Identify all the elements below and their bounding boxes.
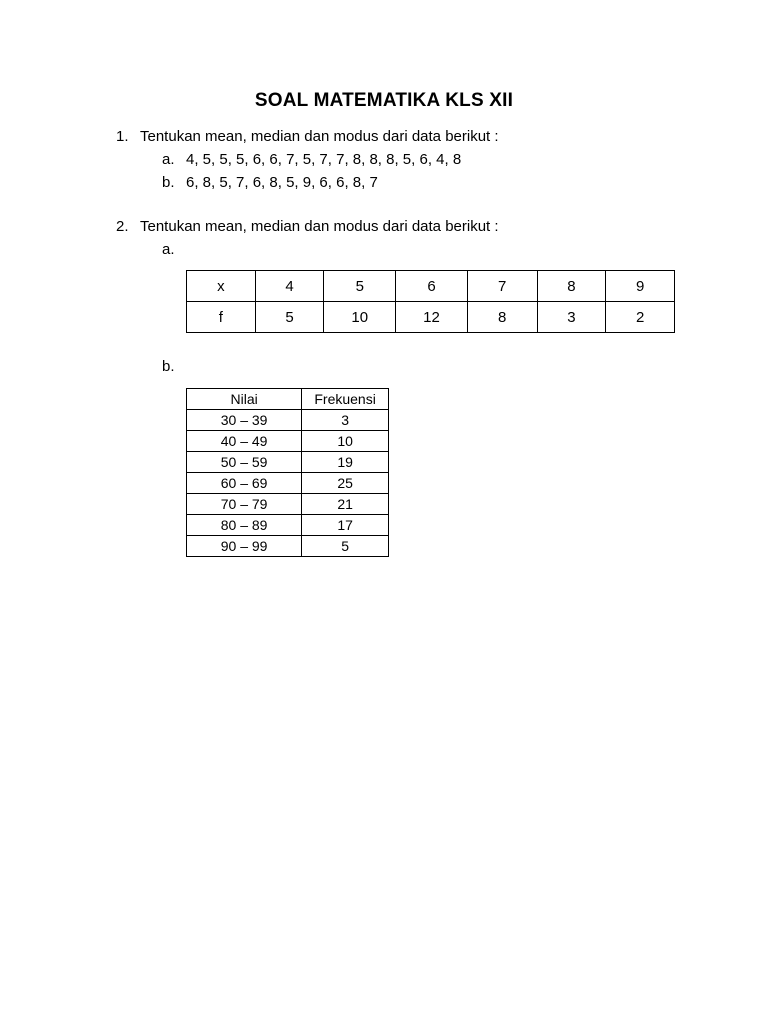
frequency-table-b — [186, 388, 389, 557]
table-cell: 30 – 39 — [187, 410, 302, 431]
table-cell: 3 — [537, 302, 606, 333]
table-cell: 2 — [606, 302, 675, 333]
table-row — [187, 494, 389, 515]
table-cell: 6 — [396, 271, 468, 302]
table-cell: 3 — [302, 410, 389, 431]
table-cell: 50 – 59 — [187, 452, 302, 473]
table-cell: 4 — [255, 271, 324, 302]
question-number: 1. — [116, 128, 129, 145]
table-cell: 70 – 79 — [187, 494, 302, 515]
table-cell: 5 — [324, 271, 396, 302]
table-cell: 12 — [396, 302, 468, 333]
table-cell: 21 — [302, 494, 389, 515]
table-cell: 5 — [302, 536, 389, 557]
table-cell: 10 — [324, 302, 396, 333]
data-list: 4, 5, 5, 5, 6, 6, 7, 5, 7, 7, 8, 8, 8, 5, 6, 4, 8 — [186, 151, 462, 168]
question-text: Tentukan mean, median dan modus dari data berikut : — [140, 218, 499, 235]
table-row — [187, 410, 389, 431]
data-list: 6, 8, 5, 7, 6, 8, 5, 9, 6, 6, 8, 7 — [186, 174, 378, 191]
table-cell: f — [187, 302, 256, 333]
table-cell: 8 — [467, 302, 537, 333]
table-header-row — [187, 389, 389, 410]
table-row — [187, 473, 389, 494]
table-cell: 19 — [302, 452, 389, 473]
table-cell: 60 – 69 — [187, 473, 302, 494]
table-cell: 10 — [302, 431, 389, 452]
question-number: 2. — [116, 218, 129, 235]
table-row — [187, 271, 675, 302]
table-cell: 40 – 49 — [187, 431, 302, 452]
page-title: SOAL MATEMATIKA KLS XII — [254, 90, 514, 111]
question-text: Tentukan mean, median dan modus dari data berikut : — [140, 128, 499, 145]
table-row — [187, 452, 389, 473]
table-row — [187, 431, 389, 452]
column-header: Frekuensi — [302, 389, 389, 410]
table-row — [187, 515, 389, 536]
table-row — [187, 536, 389, 557]
column-header: Nilai — [187, 389, 302, 410]
table-cell: 25 — [302, 473, 389, 494]
table-row — [187, 302, 675, 333]
table-cell: 17 — [302, 515, 389, 536]
question-2a-label: a. — [162, 241, 175, 258]
table-cell: 5 — [255, 302, 324, 333]
table-cell: 9 — [606, 271, 675, 302]
question-2b-label: b. — [162, 358, 175, 375]
table-cell: 80 – 89 — [187, 515, 302, 536]
item-label: b. — [162, 174, 175, 191]
table-cell: 8 — [537, 271, 606, 302]
table-cell: 90 – 99 — [187, 536, 302, 557]
table-cell: x — [187, 271, 256, 302]
frequency-table-a — [186, 270, 675, 333]
item-label: a. — [162, 151, 175, 168]
table-cell: 7 — [467, 271, 537, 302]
